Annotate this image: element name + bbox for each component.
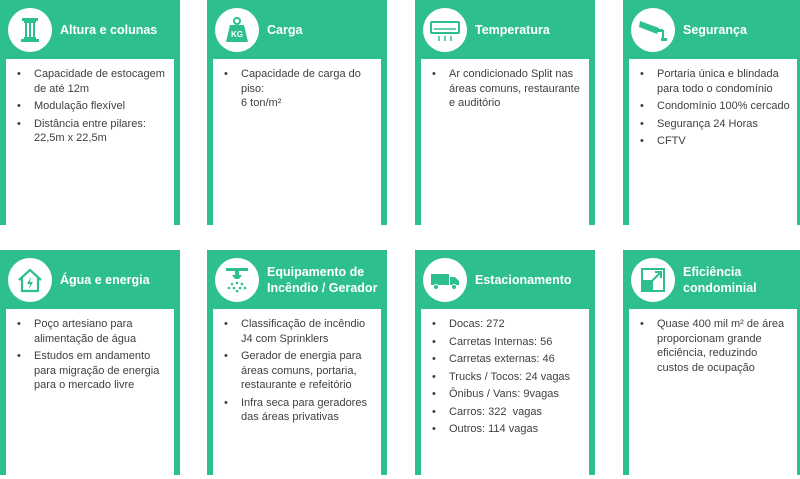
list-item: • Carretas Internas: 56	[429, 335, 583, 350]
card-estacionamento	[415, 250, 595, 475]
list-item: • Quase 400 mil m² de área proporcionam grande eficiência, reduzindo custos de ocupação	[637, 317, 791, 375]
list-item: • Estudos em andamento para migração de energia para o mercado livre	[14, 349, 168, 393]
card-body	[421, 309, 589, 475]
list-item: • Carretas externas: 46	[429, 352, 583, 367]
sprinkler-icon	[215, 258, 259, 302]
list-item: • Capacidade de estocagem de até 12m	[14, 67, 168, 96]
truck-icon	[423, 258, 467, 302]
card-title: Estacionamento	[475, 272, 572, 287]
list-item: • Modulação flexível	[14, 99, 168, 114]
card-title: Segurança	[683, 22, 747, 37]
house-energy-icon	[8, 258, 52, 302]
list-item: • Infra seca para geradores das áreas privativas	[221, 396, 375, 425]
card-agua-energia	[0, 250, 180, 475]
card-body	[213, 309, 381, 475]
list-item: • Condomínio 100% cercado	[637, 99, 791, 114]
list-item: • Trucks / Tocos: 24 vagas	[429, 370, 583, 385]
list-item: • Ônibus / Vans: 9vagas	[429, 387, 583, 402]
bullet-list	[213, 59, 381, 111]
weight-kg-icon	[215, 8, 259, 52]
card-title: Temperatura	[475, 22, 550, 37]
bullet-list	[6, 309, 174, 393]
kg-label: KG	[231, 30, 243, 39]
list-item: • Ar condicionado Split nas áreas comuns, restaurante e auditório	[429, 67, 583, 111]
card-body	[421, 59, 589, 225]
column-icon	[8, 8, 52, 52]
card-title: Eficiência condominial	[683, 264, 757, 295]
bullet-list	[6, 59, 174, 146]
card-title: Altura e colunas	[60, 22, 158, 37]
card-title: Equipamento de Incêndio / Gerador	[267, 264, 378, 295]
card-title: Carga	[267, 22, 303, 37]
card-body	[629, 309, 797, 475]
bullet-list	[421, 309, 589, 437]
expand-area-icon	[631, 258, 675, 302]
list-item: • Capacidade de carga do piso: 6 ton/m²	[221, 67, 375, 111]
security-camera-icon	[631, 8, 675, 52]
list-item: • Poço artesiano para alimentação de água	[14, 317, 168, 346]
list-item: • Segurança 24 Horas	[637, 117, 791, 132]
card-title: Água e energia	[60, 272, 150, 287]
list-item: • Classificação de incêndio J4 com Sprinklers	[221, 317, 375, 346]
card-carga	[207, 0, 387, 225]
air-conditioner-icon	[423, 8, 467, 52]
card-body	[629, 59, 797, 225]
card-altura-colunas	[0, 0, 180, 225]
bullet-list	[629, 309, 797, 375]
list-item: • CFTV	[637, 134, 791, 149]
card-incendio-gerador	[207, 250, 387, 475]
card-temperatura	[415, 0, 595, 225]
list-item: • Outros: 114 vagas	[429, 422, 583, 437]
list-item: • Distância entre pilares: 22,5m x 22,5m	[14, 117, 168, 146]
list-item: • Docas: 272	[429, 317, 583, 332]
bullet-list	[421, 59, 589, 111]
card-seguranca	[623, 0, 800, 225]
bullet-list	[629, 59, 797, 149]
card-body	[213, 59, 381, 225]
list-item: • Portaria única e blindada para todo o condomínio	[637, 67, 791, 96]
list-item: • Gerador de energia para áreas comuns, portaria, restaurante e refeitório	[221, 349, 375, 393]
card-eficiencia	[623, 250, 800, 475]
list-item: • Carros: 322 vagas	[429, 405, 583, 420]
card-body	[6, 309, 174, 475]
card-body	[6, 59, 174, 225]
bullet-list	[213, 309, 381, 425]
